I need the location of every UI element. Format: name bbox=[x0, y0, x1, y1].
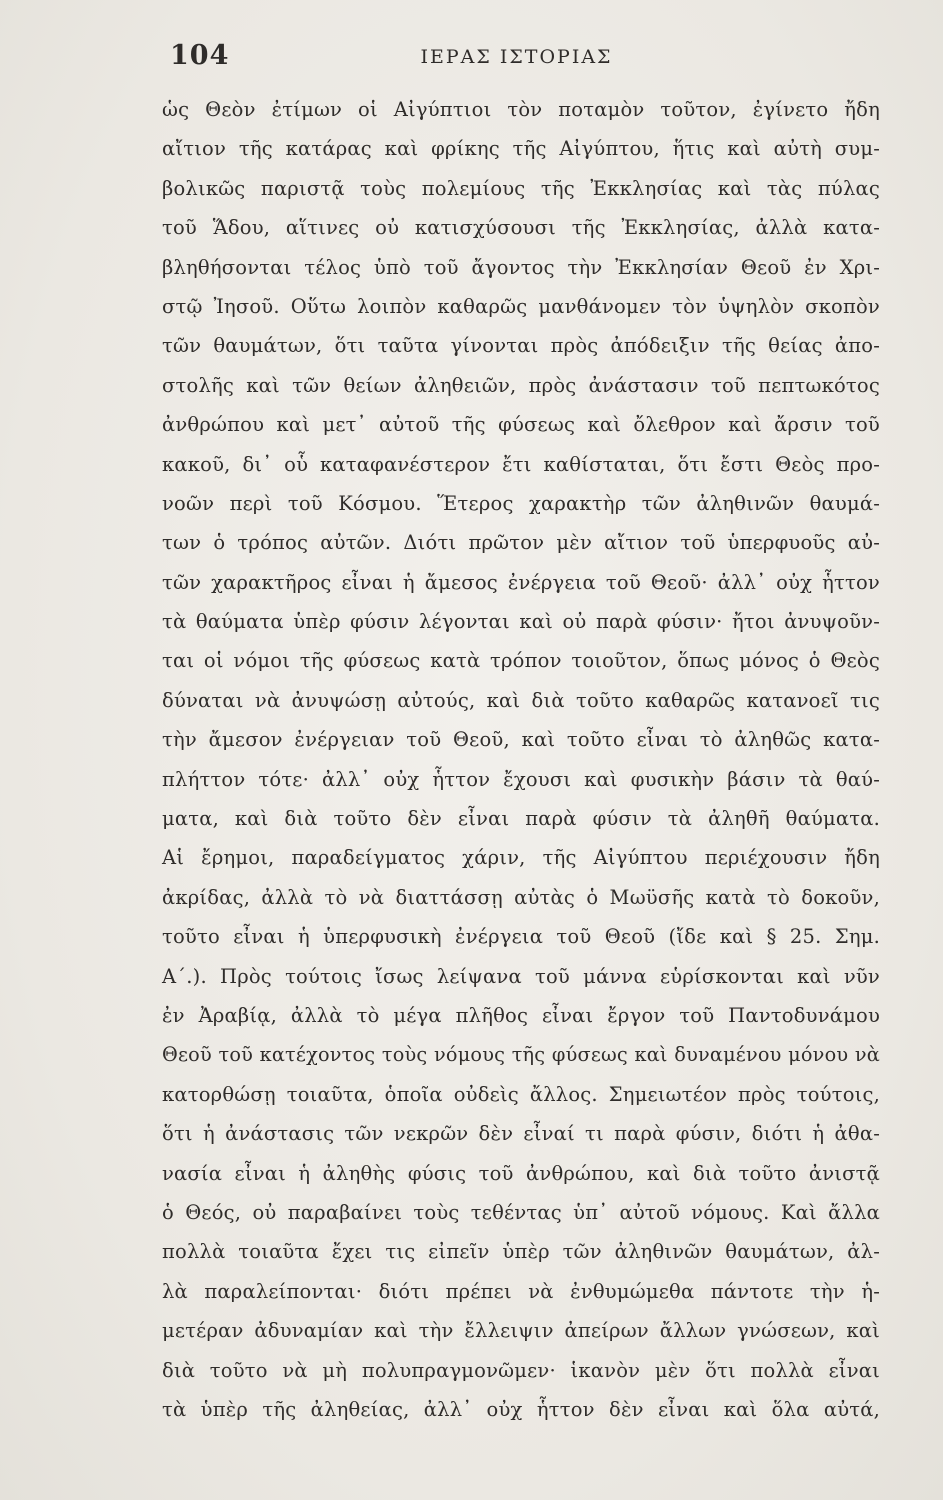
text-line: αἴτιον τῆς κατάρας καὶ φρίκης τῆς Αἰγύπτου, ἥτις καὶ αὐτὴ συμ- bbox=[162, 137, 880, 161]
text-line: δύναται νὰ ἀνυψώσῃ αὐτούς, καὶ διὰ τοῦτο καθαρῶς κατανοεῖ τις bbox=[162, 688, 880, 712]
text-line: μετέραν ἀδυναμίαν καὶ τὴν ἔλλειψιν ἀπείρων ἄλλων γνώσεων, καὶ bbox=[162, 1319, 880, 1343]
text-line: ματα, καὶ διὰ τοῦτο δὲν εἶναι παρὰ φύσιν τὰ ἀληθῆ θαύματα. bbox=[162, 807, 880, 831]
text-line: πολλὰ τοιαῦτα ἔχει τις εἰπεῖν ὑπὲρ τῶν ἀληθινῶν θαυμάτων, ἀλ- bbox=[162, 1240, 880, 1264]
text-line: τὰ ὑπὲρ τῆς ἀληθείας, ἀλλ᾽ οὐχ ἧττον δὲν εἶναι καὶ ὅλα αὐτά, bbox=[162, 1397, 880, 1421]
running-title: ΙΕΡΑΣ ΙΣΤΟΡΙΑΣ bbox=[420, 46, 613, 68]
text-line: τοῦ Ἅδου, αἵτινες οὐ κατισχύσουσι τῆς Ἐκκλησίας, ἀλλὰ κατα- bbox=[162, 216, 880, 240]
text-line: τῶν θαυμάτων, ὅτι ταῦτα γίνονται πρὸς ἀπόδειξιν τῆς θείας ἀπο- bbox=[162, 334, 880, 358]
text-line: Αἱ ἔρημοι, παραδείγματος χάριν, τῆς Αἰγύπτου περιέχουσιν ἤδη bbox=[162, 846, 880, 870]
text-line: βληθήσονται τέλος ὑπὸ τοῦ ἄγοντος τὴν Ἐκκλησίαν Θεοῦ ἐν Χρι- bbox=[162, 255, 880, 279]
text-line: τὰ θαύματα ὑπὲρ φύσιν λέγονται καὶ οὐ παρὰ φύσιν· ἤτοι ἀνυψοῦν- bbox=[162, 610, 880, 634]
text-line: τῶν χαρακτῆρος εἶναι ἡ ἄμεσος ἐνέργεια τοῦ Θεοῦ· ἀλλ᾽ οὐχ ἧττον bbox=[162, 570, 880, 594]
text-line: στολῆς καὶ τῶν θείων ἀληθειῶν, πρὸς ἀνάστασιν τοῦ πεπτωκότος bbox=[162, 373, 880, 397]
text-line: λὰ παραλείπονται· διότι πρέπει νὰ ἐνθυμώμεθα πάντοτε τὴν ἡ- bbox=[162, 1279, 880, 1303]
text-line: ἀκρίδας, ἀλλὰ τὸ νὰ διαττάσσῃ αὐτὰς ὁ Μωϋσῆς κατὰ τὸ δοκοῦν, bbox=[162, 885, 880, 909]
text-line: βολικῶς παριστᾷ τοὺς πολεμίους τῆς Ἐκκλησίας καὶ τὰς πύλας bbox=[162, 176, 880, 200]
page-number: 104 bbox=[170, 40, 230, 71]
text-line: διὰ τοῦτο νὰ μὴ πολυπραγμονῶμεν· ἱκανὸν μὲν ὅτι πολλὰ εἶναι bbox=[162, 1358, 880, 1382]
text-line: πλήττον τότε· ἀλλ᾽ οὐχ ἧττον ἔχουσι καὶ φυσικὴν βάσιν τὰ θαύ- bbox=[162, 767, 880, 791]
text-line: κατορθώσῃ τοιαῦτα, ὁποῖα οὐδεὶς ἄλλος. Σημειωτέον πρὸς τούτοις, bbox=[162, 1082, 880, 1106]
text-line: κακοῦ, δι᾽ οὗ καταφανέστερον ἔτι καθίσταται, ὅτι ἔστι Θεὸς προ- bbox=[162, 452, 880, 476]
text-line: νασία εἶναι ἡ ἀληθὴς φύσις τοῦ ἀνθρώπου, καὶ διὰ τοῦτο ἀνιστᾷ bbox=[162, 1161, 880, 1185]
body-text bbox=[162, 90, 880, 1429]
text-line: τοῦτο εἶναι ἡ ὑπερφυσικὴ ἐνέργεια τοῦ Θεοῦ (ἴδε καὶ § 25. Σημ. bbox=[162, 925, 880, 949]
text-line: ὅτι ἡ ἀνάστασις τῶν νεκρῶν δὲν εἶναί τι παρὰ φύσιν, διότι ἡ ἀθα- bbox=[162, 1122, 880, 1146]
text-line: των ὁ τρόπος αὐτῶν. Διότι πρῶτον μὲν αἴτιον τοῦ ὑπερφυοῦς αὐ- bbox=[162, 531, 880, 555]
text-line: Θεοῦ τοῦ κατέχοντος τοὺς νόμους τῆς φύσεως καὶ δυναμένου μόνου νὰ bbox=[162, 1043, 880, 1067]
text-line: ἐν Ἀραβίᾳ, ἀλλὰ τὸ μέγα πλῆθος εἶναι ἔργον τοῦ Παντοδυνάμου bbox=[162, 1003, 880, 1027]
text-line: στῷ Ἰησοῦ. Οὕτω λοιπὸν καθαρῶς μανθάνομεν τὸν ὑψηλὸν σκοπὸν bbox=[162, 294, 880, 318]
text-line: νοῶν περὶ τοῦ Κόσμου. Ἕτερος χαρακτὴρ τῶν ἀληθινῶν θαυμά- bbox=[162, 491, 880, 515]
text-line: Α΄.). Πρὸς τούτοις ἴσως λείψανα τοῦ μάννα εὑρίσκονται καὶ νῦν bbox=[162, 964, 880, 988]
text-line: ὡς Θεὸν ἐτίμων οἱ Αἰγύπτιοι τὸν ποταμὸν τοῦτον, ἐγίνετο ἤδη bbox=[162, 98, 880, 121]
text-line: ὁ Θεός, οὐ παραβαίνει τοὺς τεθέντας ὑπ᾽ αὐτοῦ νόμους. Καὶ ἄλλα bbox=[162, 1200, 880, 1224]
text-line: ται οἱ νόμοι τῆς φύσεως κατὰ τρόπον τοιοῦτον, ὅπως μόνος ὁ Θεὸς bbox=[162, 649, 880, 673]
text-line: ἀνθρώπου καὶ μετ᾽ αὐτοῦ τῆς φύσεως καὶ ὄλεθρον καὶ ἄρσιν τοῦ bbox=[162, 413, 880, 437]
running-head bbox=[170, 40, 863, 74]
text-line: τὴν ἄμεσον ἐνέργειαν τοῦ Θεοῦ, καὶ τοῦτο εἶναι τὸ ἀληθῶς κατα- bbox=[162, 728, 880, 752]
